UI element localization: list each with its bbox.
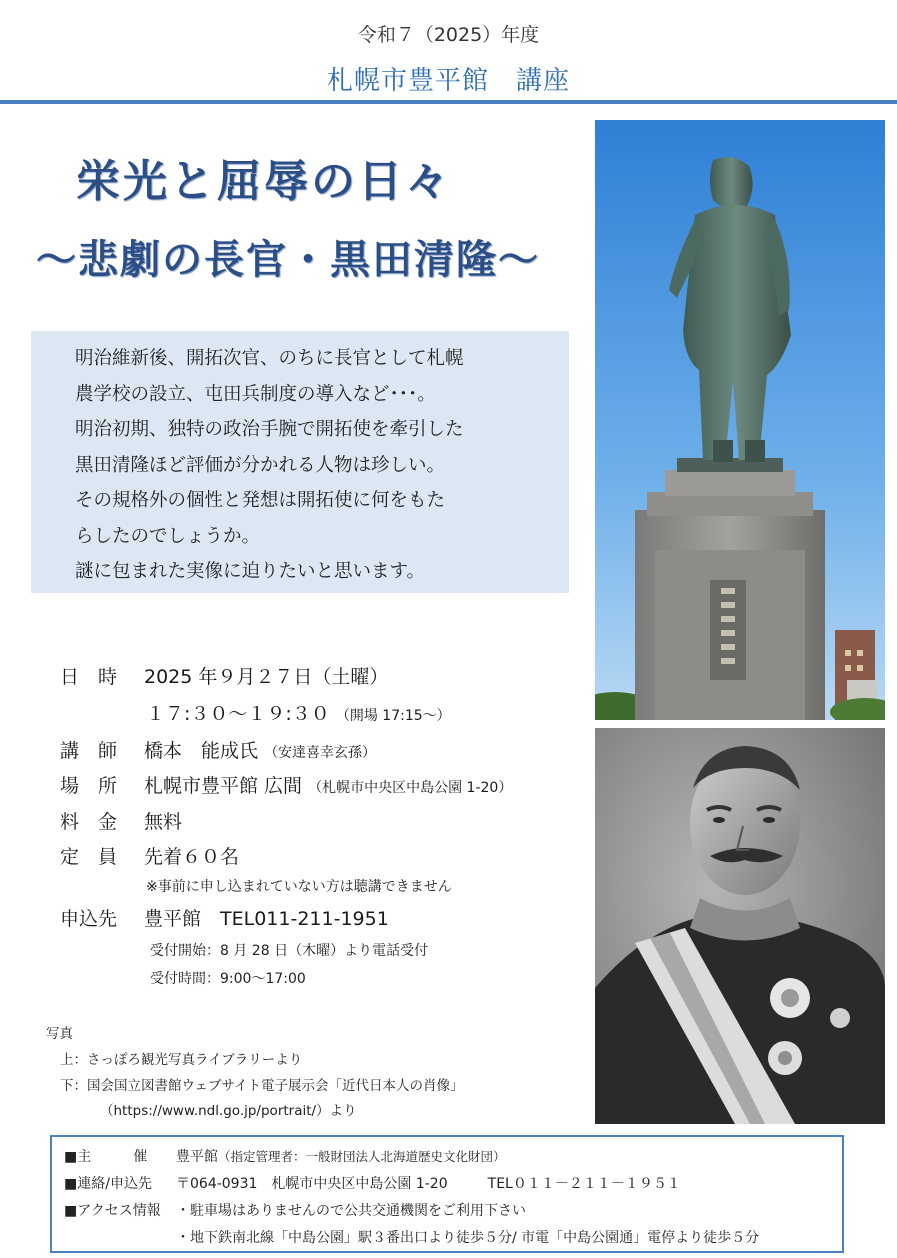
main-title: 栄光と屈辱の日々 [76,156,452,207]
apply-row [60,904,389,931]
intro-line: 明治維新後、開拓次官、のちに長官として札幌 [75,348,464,369]
fiscal-year: 令和７（2025）年度 [357,24,540,46]
footer-box [50,1135,844,1253]
intro-line: 黒田清隆ほど評価が分かれる人物は珍しい。 [75,454,446,476]
fee-label: 料 金 [60,811,118,833]
credit-url: （https://www.ndl.go.jp/portrait/）より [100,1103,357,1119]
access-2: ・地下鉄南北線「中島公園」駅３番出口より徒歩５分/ 市電「中島公園通」電停より徒歩５分 [176,1230,760,1246]
host-value: 豊平館 [176,1149,218,1165]
lecturer-note: （安達喜幸玄孫） [264,745,377,761]
apply-value: 豊平館 TEL011-211-1951 [144,908,389,930]
intro-line: 明治初期、独特の政治手腕で開拓使を牽引した [75,419,464,440]
reception-start: 受付開始：8 月 28 日（木曜）より電話受付 [150,943,429,959]
footer-access-2 [64,1225,842,1252]
place-row [60,771,512,798]
contact-value: 〒064-0931 札幌市中央区中島公園 1-20 [176,1176,448,1192]
access-1: ・駐車場はありませんので公共交通機関をご利用下さい [176,1203,526,1219]
statue-photo [595,120,885,720]
place-value: 札幌市豊平館 広間 [144,775,303,797]
intro-line: その規格外の個性と発想は開拓使に何をもた [75,490,446,511]
footer-contact [64,1171,842,1198]
venue-lecture-title: 札幌市豊平館 講座 [326,66,570,96]
intro-box [31,331,569,593]
capacity-row [60,842,239,869]
capacity-label: 定 員 [60,846,118,868]
header-divider [0,100,897,104]
host-label: ■主 催 [64,1149,148,1165]
lecturer-row [60,736,376,763]
credit-heading: 写真 [46,1026,73,1042]
lecturer-value: 橋本 能成氏 [144,740,259,762]
date-label: 日 時 [60,666,118,688]
time-value: １７:３０～１９:３０ [146,703,330,725]
intro-line: 謎に包まれた実像に迫りたいと思います。 [75,561,426,582]
date-row [60,662,388,689]
contact-label: ■連絡/申込先 [64,1176,152,1192]
credit-top: 上：さっぽろ観光写真ライブラリーより [60,1052,303,1068]
capacity-value: 先着６０名 [144,846,240,868]
sub-title: ～悲劇の長官・黒田清隆～ [36,236,540,283]
place-label: 場 所 [60,775,118,797]
time-row [146,699,451,726]
access-label: ■アクセス情報 [64,1203,161,1219]
intro-line: 農学校の設立、屯田兵制度の導入など･･･。 [75,383,436,405]
footer-host [64,1143,842,1171]
footer-access [64,1198,842,1225]
date-value: 2025 年９月２７日（土曜） [144,666,389,688]
portrait-photo [595,728,885,1124]
apply-label: 申込先 [60,908,118,930]
fee-value: 無料 [144,811,183,833]
time-note: （開場 17:15～） [335,708,451,724]
lecturer-label: 講 師 [60,740,118,762]
place-note: （札幌市中央区中島公園 1-20） [308,780,513,796]
reception-hours: 受付時間：9:00～17:00 [150,971,306,987]
capacity-note: ※事前に申し込まれていない方は聴講できません [146,879,452,895]
host-note: （指定管理者：一般財団法人北海道歴史文化財団） [218,1149,506,1164]
credit-bottom: 下：国会国立図書館ウェブサイト電子展示会「近代日本人の肖像」 [60,1078,464,1094]
intro-line: らしたのでしょうか。 [75,525,261,547]
fee-row [60,807,182,834]
contact-tel: TEL０１１－２１１－１９５１ [487,1176,681,1192]
